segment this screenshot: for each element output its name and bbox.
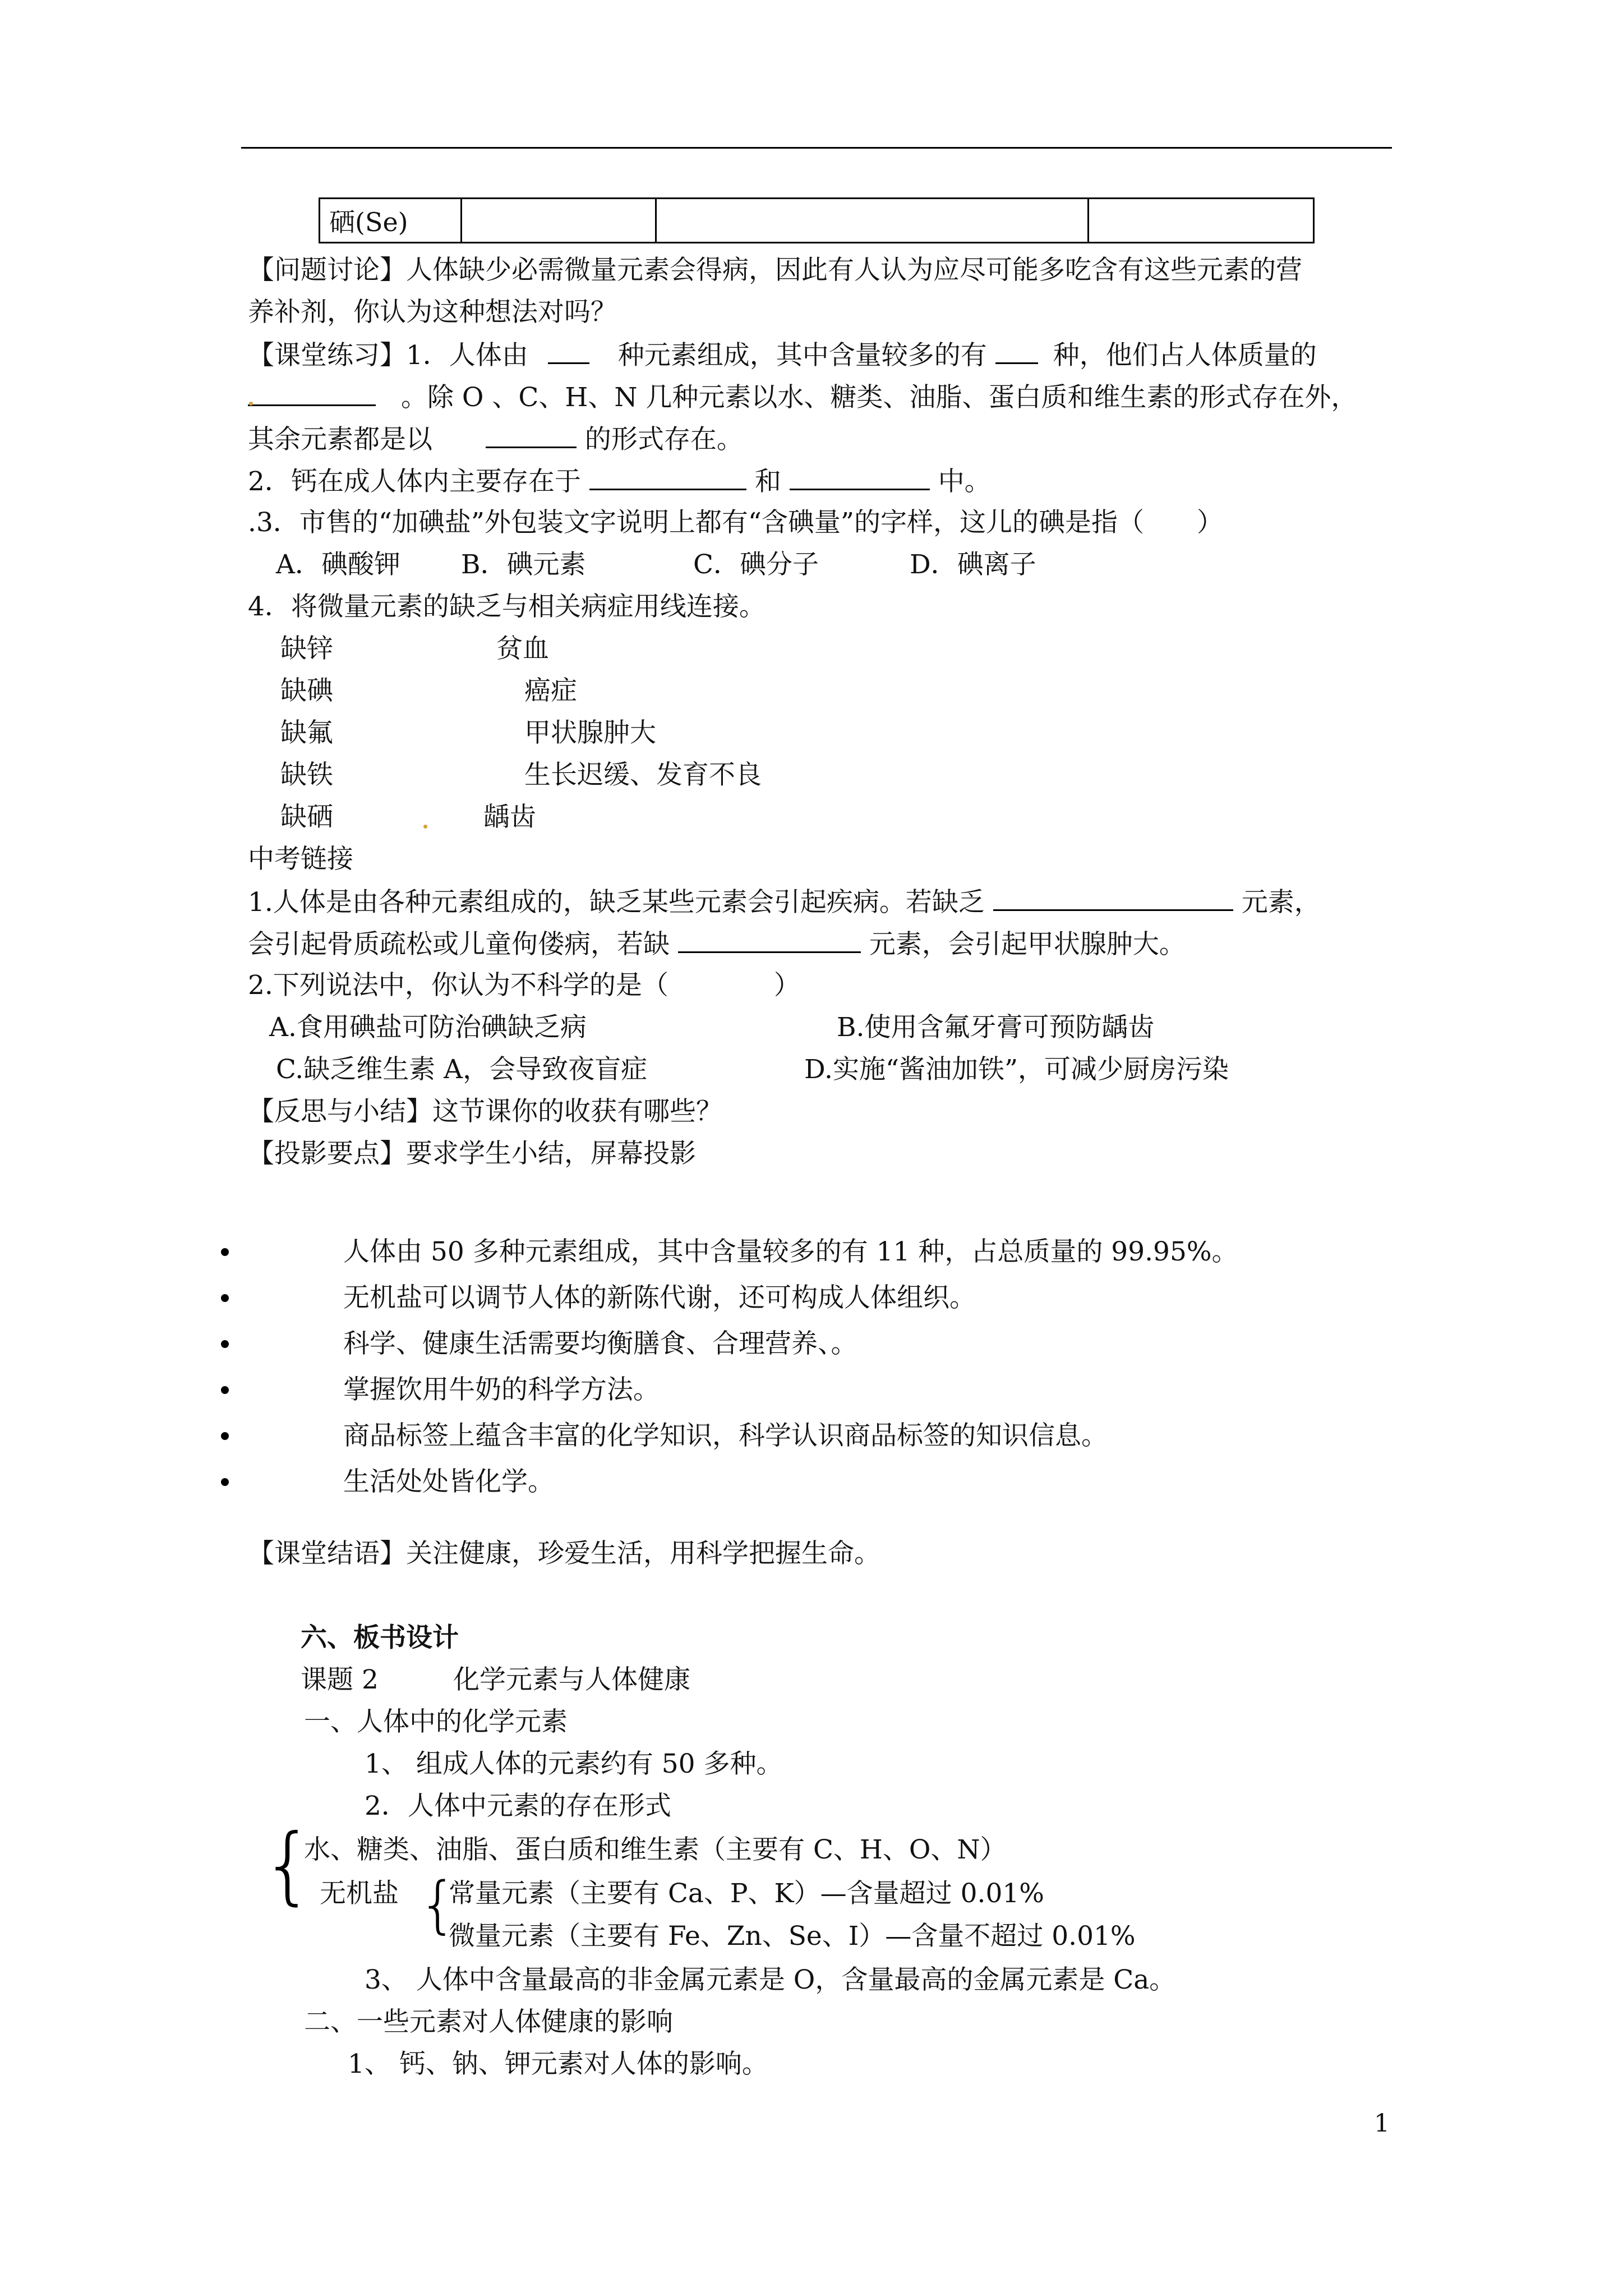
brace-icon: { — [261, 1816, 315, 1914]
practice-q1-text-f: 的形式存在。 — [584, 424, 743, 455]
form-water-organics: 水、糖类、油脂、蛋白质和维生素（主要有 C、H、O、N） — [304, 1834, 1007, 1865]
bullet-dot — [221, 1432, 229, 1440]
summary-bullet: 商品标签上蕴含丰富的化学知识，科学认识商品标签的知识信息。 — [343, 1420, 1108, 1451]
bullet-dot — [221, 1386, 229, 1394]
table-row — [320, 199, 1314, 243]
practice-q1-text-b: 种元素组成，其中含量较多的有 — [617, 340, 987, 371]
practice-q3-option-b: B．碘元素 — [461, 549, 586, 580]
board-item: 2．人体中元素的存在形式 — [365, 1791, 671, 1821]
exam-q1-text-d: 元素，会引起甲状腺肿大。 — [869, 929, 1186, 960]
projection: 【投影要点】要求学生小结，屏幕投影 — [248, 1138, 696, 1169]
bullet-dot — [221, 1340, 229, 1348]
practice-q2-text-c: 中。 — [938, 466, 991, 497]
exam-q2-option-c: C.缺乏维生素 A，会导致夜盲症 — [276, 1054, 648, 1085]
discussion-line-2: 养补剂，你认为这种想法对吗？ — [248, 297, 617, 328]
form-trace-elements: 微量元素（主要有 Fe、Zn、Se、I）—含量不超过 0.01% — [449, 1921, 1136, 1952]
table-cell — [656, 199, 1089, 243]
blank-missing-element-2[interactable] — [678, 927, 861, 953]
practice-q1-line-1 — [248, 338, 1317, 372]
practice-q1-text-d: 。除 O 、C、H、N 几种元素以水、糖类、油脂、蛋白质和维生素的形式存在外， — [400, 382, 1358, 413]
disease-item: 癌症 — [524, 675, 577, 706]
page-number: 1 — [1374, 2109, 1390, 2138]
practice-q3-option-a: A．碘酸钾 — [276, 549, 400, 580]
board-item: 1、 组成人体的元素约有 50 多种。 — [365, 1749, 783, 1779]
practice-q3-option-c: C．碘分子 — [693, 549, 819, 580]
reflection: 【反思与小结】这节课你的收获有哪些？ — [248, 1096, 722, 1127]
board-item: 3、 人体中含量最高的非金属元素是 O，含量最高的金属元素是 Ca。 — [365, 1964, 1176, 1995]
blank-missing-element-1[interactable] — [993, 885, 1233, 911]
scan-speck — [423, 825, 427, 829]
board-section-1: 一、人体中的化学元素 — [304, 1706, 568, 1737]
discussion-line-1: 【问题讨论】人体缺少必需微量元素会得病，因此有人认为应尽可能多吃含有这些元素的营 — [248, 255, 1302, 286]
practice-q4: 4．将微量元素的缺乏与相关病症用线连接。 — [248, 591, 766, 622]
exam-q2-option-b: B.使用含氟牙膏可预防龋齿 — [837, 1012, 1155, 1043]
blank-calcium-location-2[interactable] — [790, 464, 930, 490]
practice-q3: .3．市售的“加碘盐”外包装文字说明上都有“含碘量”的字样，这儿的碘是指（ ） — [248, 507, 1223, 538]
summary-bullet: 人体由 50 多种元素组成，其中含量较多的有 11 种，占总质量的 99.95%。 — [343, 1236, 1238, 1267]
form-inorganic-salt: 无机盐 — [320, 1878, 399, 1909]
practice-q2-text-b: 和 — [754, 466, 781, 497]
board-heading: 六、板书设计 — [301, 1622, 459, 1653]
deficiency-item: 缺锌 — [280, 633, 333, 664]
deficiency-item: 缺铁 — [280, 760, 333, 790]
form-macro-elements: 常量元素（主要有 Ca、P、K）—含量超过 0.01% — [449, 1878, 1044, 1909]
deficiency-item: 缺氟 — [280, 717, 333, 748]
bullet-dot — [221, 1478, 229, 1486]
board-topic-label: 课题 2 — [301, 1664, 379, 1695]
practice-q1-text-a: 【课堂练习】1．人体由 — [248, 340, 528, 371]
blank-element-count[interactable] — [548, 338, 589, 364]
board-topic: 化学元素与人体健康 — [453, 1664, 690, 1695]
exam-q2-option-d: D.实施“酱油加铁”，可减少厨房污染 — [804, 1054, 1229, 1085]
exam-q1-line-1 — [248, 885, 1321, 919]
bullet-dot — [221, 1248, 229, 1256]
exam-q2-option-a: A.食用碘盐可防治碘缺乏病 — [269, 1012, 587, 1043]
summary-bullet: 生活处处皆化学。 — [343, 1466, 554, 1497]
deficiency-item: 缺硒 — [280, 802, 333, 832]
exam-q1-text-a: 1.人体是由各种元素组成的，缺乏某些元素会引起疾病。若缺乏 — [248, 887, 985, 918]
exam-q1-text-b: 元素， — [1241, 887, 1321, 918]
practice-q1-text-e: 其余元素都是以 — [248, 424, 432, 455]
exam-q2: 2.下列说法中，你认为不科学的是（ ） — [248, 970, 800, 1001]
blank-calcium-location-1[interactable] — [589, 464, 746, 490]
practice-q1-line-3 — [248, 422, 743, 457]
practice-q2 — [248, 464, 991, 499]
exam-title: 中考链接 — [248, 844, 353, 875]
table-cell — [462, 199, 656, 243]
bullet-dot — [221, 1294, 229, 1302]
summary-bullet: 掌握饮用牛奶的科学方法。 — [343, 1374, 660, 1405]
board-item: 1、 钙、钠、钾元素对人体的影响。 — [348, 2049, 768, 2079]
blank-existence-form[interactable] — [486, 422, 577, 448]
table-cell-element: 硒(Se) — [320, 199, 462, 243]
blank-major-count[interactable] — [995, 338, 1038, 364]
board-section-2: 二、一些元素对人体健康的影响 — [304, 2007, 673, 2037]
practice-q3-option-d: D．碘离子 — [910, 549, 1036, 580]
disease-item: 甲状腺肿大 — [524, 717, 656, 748]
closing: 【课堂结语】关注健康，珍爱生活，用科学把握生命。 — [248, 1538, 880, 1569]
scan-speck — [249, 402, 253, 406]
element-table — [319, 197, 1315, 243]
exam-q1-text-c: 会引起骨质疏松或儿童佝偻病，若缺 — [248, 929, 670, 960]
summary-bullet: 无机盐可以调节人体的新陈代谢，还可构成人体组织。 — [343, 1282, 976, 1313]
practice-q1-text-c: 种，他们占人体质量的 — [1053, 340, 1317, 371]
blank-mass-percent[interactable] — [248, 380, 376, 406]
table-cell — [1089, 199, 1314, 243]
deficiency-item: 缺碘 — [280, 675, 333, 706]
disease-item: 生长迟缓、发育不良 — [524, 760, 762, 790]
header-rule — [241, 147, 1392, 149]
practice-q2-text-a: 2．钙在成人体内主要存在于 — [248, 466, 581, 497]
disease-item: 贫血 — [496, 633, 549, 664]
practice-q1-line-2 — [248, 380, 1357, 415]
disease-item: 龋齿 — [483, 802, 536, 832]
exam-q1-line-2 — [248, 927, 1186, 961]
brace-icon: { — [418, 1869, 458, 1940]
summary-bullet: 科学、健康生活需要均衡膳食、合理营养、。 — [343, 1328, 857, 1359]
